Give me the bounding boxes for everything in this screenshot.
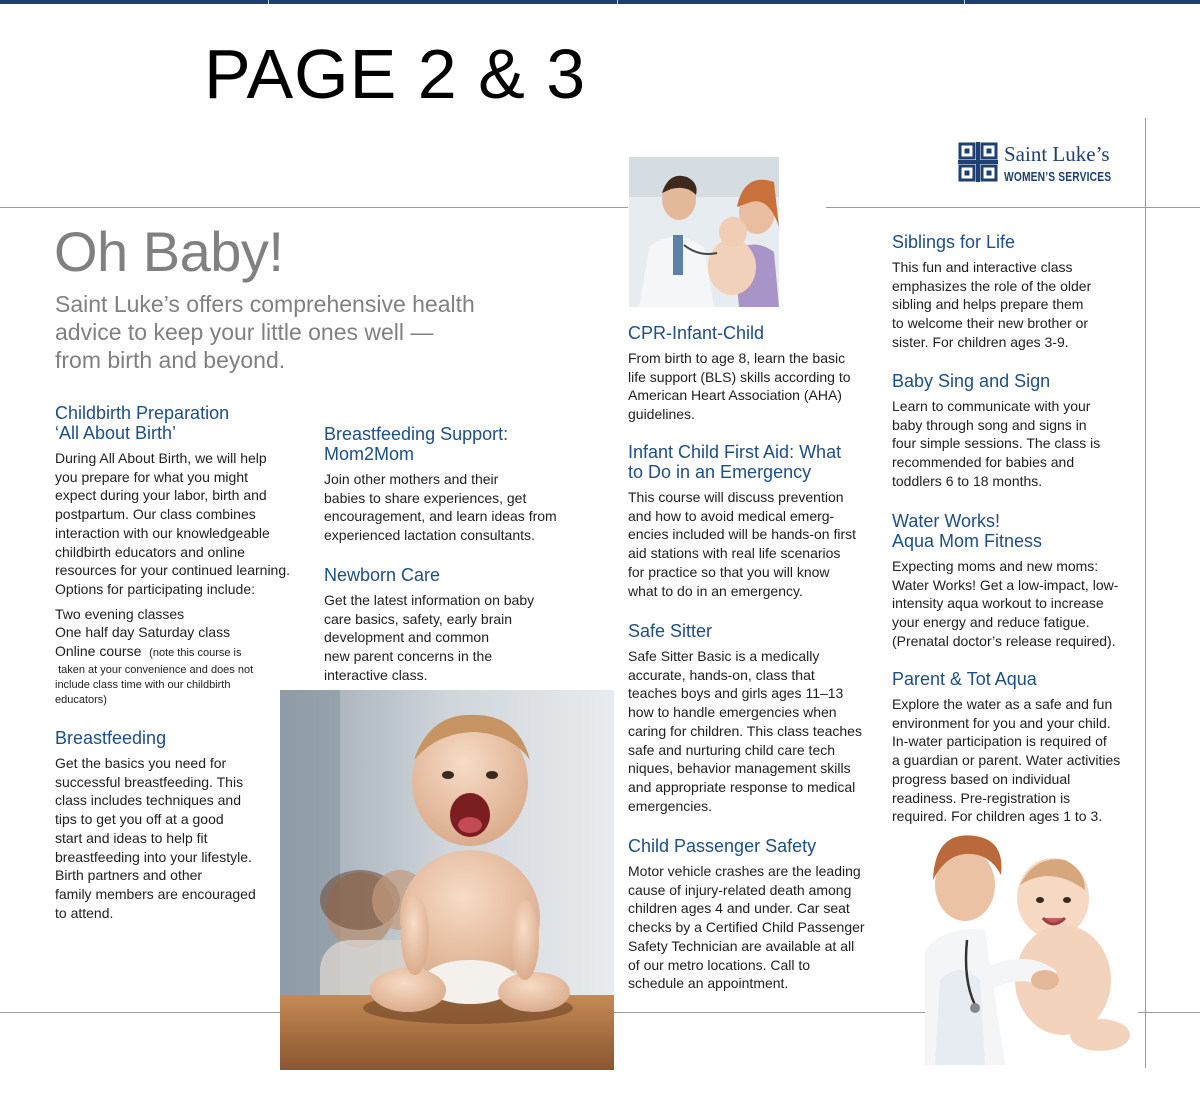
page-subtitle: Saint Luke’s offers comprehensive health advice to keep your little ones well — from birth and beyond.: [55, 291, 475, 373]
section-body: From birth to age 8, learn the basic life support (BLS) skills according to American Heart Association (AHA) guidelines.: [628, 350, 851, 423]
section-title: Breastfeeding Support: Mom2Mom: [324, 424, 509, 464]
options-list: [55, 605, 317, 663]
section-title: Water Works! Aqua Mom Fitness: [892, 511, 1043, 551]
section-water-works: [892, 511, 1148, 651]
logo-subtitle: WOMEN’S SERVICES: [1004, 170, 1112, 184]
section-body: During All About Birth, we will help you prepare for what you might expect during your labor, birth and postpartum. Our class combines interaction with our knowledgeable childbirth educators and online resources for your continued learning. Options for participating include:: [55, 450, 291, 597]
list-item: Two evening classes: [55, 605, 185, 622]
section-title: Breastfeeding: [55, 728, 167, 748]
page-label: PAGE 2 & 3: [204, 35, 587, 113]
page-title: Oh Baby!: [54, 220, 284, 283]
section-title: Child Passenger Safety: [628, 836, 817, 856]
section-title: CPR-Infant-Child: [628, 323, 765, 343]
section-body: Motor vehicle crashes are the leading cause of injury-related death among children ages 4 and under. Car seat checks by a Certified Child Passenger Safety Technician are available at all of our metro locations. Call to schedule an appointment.: [628, 863, 865, 992]
doctor-with-baby-photo: [925, 830, 1138, 1065]
cross-grid-icon: [958, 142, 998, 182]
top-bar-divider: [617, 0, 618, 4]
section-body: Safe Sitter Basic is a medically accurate, hands-on, class that teaches boys and girls ages 11–13 how to handle emergencies when caring for children. This class teaches safe and nurturing child care tech niques, behavior management skills and appropriate response to medical emergencies.: [628, 648, 862, 814]
online-course-note: taken at your convenience and does not include class time with our childbirth educators): [55, 663, 254, 706]
section-cpr-infant-child: [628, 323, 890, 424]
section-title: Safe Sitter: [628, 621, 713, 641]
section-body: Get the latest information on baby care basics, safety, early brain development and common new parent concerns in the interactive class.: [324, 592, 535, 683]
top-bar-divider: [268, 0, 269, 4]
saint-lukes-logo: [958, 142, 1118, 188]
section-body: Explore the water as a safe and fun environment for you and your child. In-water participation is required of a guardian or parent. Water activities progress based on individual readiness. Pre-registration is required. For children ages 1 to 3.: [892, 696, 1121, 825]
section-body: Expecting moms and new moms: Water Works! Get a low-impact, low- intensity aqua workout to increase your energy and reduce fatigue. (Prenatal doctor’s release required).: [892, 558, 1119, 649]
section-breastfeeding: [55, 728, 287, 922]
list-item: Online course (note this course is: [55, 643, 242, 660]
section-body: Join other mothers and their babies to share experiences, get encouragement, and learn ideas from experienced lactation consultants.: [324, 471, 557, 544]
guide-line: [826, 207, 1200, 208]
top-bar-divider: [964, 0, 965, 4]
section-siblings-for-life: [892, 232, 1144, 352]
section-newborn-care: [324, 565, 594, 685]
section-title: Baby Sing and Sign: [892, 371, 1051, 391]
section-body: Learn to communicate with your baby through song and signs in four simple sessions. The class is recommended for babies and toddlers 6 to 18 months.: [892, 398, 1101, 489]
section-body: This course will discuss prevention and how to avoid medical emerg- encies included will be hands-on first aid stations with real life scenarios for practice so that you will know what to do in an emergency.: [628, 489, 857, 599]
section-breastfeeding-support: [324, 424, 594, 545]
section-parent-and-tot-aqua: [892, 669, 1148, 826]
section-infant-child-first-aid: [628, 442, 890, 600]
section-title: Siblings for Life: [892, 232, 1016, 252]
section-body: Get the basics you need for successful breastfeeding. This class includes techniques and tips to get you off at a good start and ideas to help fit breastfeeding into your lifestyle. Birth partners and other family members are encouraged to attend.: [55, 755, 256, 921]
section-childbirth-preparation: [55, 403, 317, 708]
section-child-passenger-safety: [628, 836, 890, 993]
top-bar: [0, 0, 1200, 4]
section-safe-sitter: [628, 621, 890, 815]
section-baby-sing-and-sign: [892, 371, 1144, 491]
section-title: Childbirth Preparation ‘All About Birth’: [55, 403, 230, 443]
baby-photo: [280, 690, 614, 1070]
doctor-infant-photo: [629, 157, 779, 307]
section-title: Parent & Tot Aqua: [892, 669, 1037, 689]
logo-name: Saint Luke’s: [1004, 142, 1110, 166]
section-body: This fun and interactive class emphasizes the role of the older sibling and helps prepare them to welcome their new brother or sister. For children ages 3-9.: [892, 259, 1092, 350]
list-item: One half day Saturday class: [55, 624, 231, 641]
section-title: Newborn Care: [324, 565, 441, 585]
guide-line: [0, 207, 628, 208]
section-title: Infant Child First Aid: What to Do in an Emergency: [628, 442, 842, 482]
